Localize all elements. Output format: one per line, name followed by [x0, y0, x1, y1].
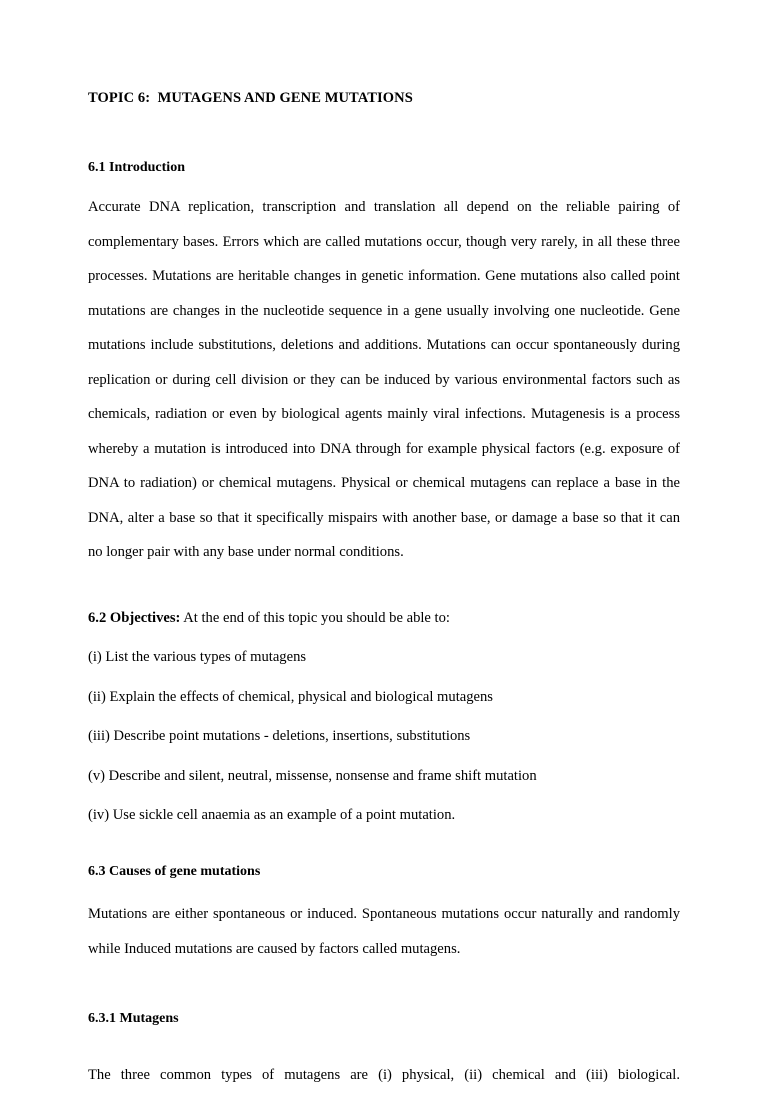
objectives-lead — [88, 570, 680, 636]
list-item: (iv) Use sickle cell anaemia as an example of a point mutation. — [88, 807, 456, 824]
objectives-label: 6.2 Objectives: — [88, 609, 181, 626]
list-item: (ii) Explain the effects of chemical, physical and biological mutagens — [88, 688, 493, 705]
heading-mutagens: 6.3.1 Mutagens — [88, 1011, 179, 1026]
paragraph-introduction: Accurate DNA replication, transcription and translation all depend on the reliable pairing of complementary bases. Errors which are called mutations occur, though very rarely, in all these three processes. Mutations are heritable changes in genetic information. Gene mutations also called point mutations are changes in the nucleotide sequence in a gene usually involving one nucleotide. Gene mutations include substitutions, deletions and additions. Mutations can occur spontaneously during replication or during cell division or they can be induced by various environmental factors such as chemicals, radiation or even by biological agents mainly viral infections. Mutagenesis is a process whereby a mutation is introduced into DNA through for example physical factors (e.g. exposure of DNA to radiation) or chemical mutagens. Physical or chemical mutagens can replace a base in the DNA, alter a base so that it specifically mispairs with another base, or damage a base so that it can no longer pair with any base under normal conditions. — [88, 199, 680, 561]
list-item: (i) List the various types of mutagens — [88, 649, 307, 666]
paragraph-causes: Mutations are either spontaneous or induced. Spontaneous mutations occur naturally and randomly while Induced mutations are caused by factors called mutagens. — [88, 906, 680, 957]
heading-causes-of-gene-mutations: 6.3 Causes of gene mutations — [88, 863, 261, 879]
objectives-list — [88, 635, 680, 833]
page-title: TOPIC 6: MUTAGENS AND GENE MUTATIONS — [88, 90, 413, 106]
list-item: (v) Describe and silent, neutral, missense, nonsense and frame shift mutation — [88, 767, 537, 784]
list-item: (iii) Describe point mutations - deletions, insertions, substitutions — [88, 728, 471, 745]
heading-introduction: 6.1 Introduction — [88, 160, 185, 176]
objectives-lead-text: At the end of this topic you should be able to: — [180, 609, 450, 626]
paragraph-mutagens: The three common types of mutagens are (i) physical, (ii) chemical and (iii) biological. — [88, 1067, 680, 1084]
page-content — [88, 0, 680, 1093]
